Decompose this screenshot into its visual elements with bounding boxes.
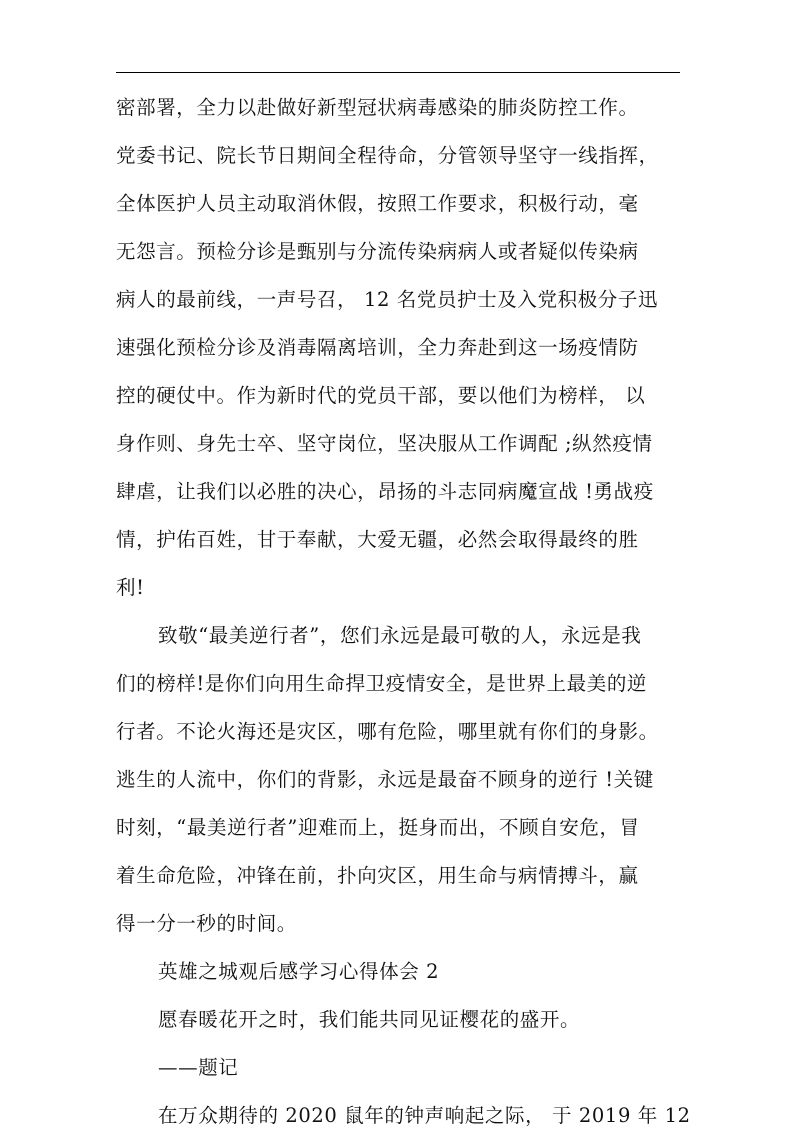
paragraph-line-17: 着生命危险，冲锋在前，扑向灾区，用生命与病情搏斗，赢 — [116, 864, 639, 887]
paragraph-line-5: 病人的最前线，一声号召， 12 名党员护士及入党积极分子迅 — [116, 288, 659, 311]
paragraph-line-8: 身作则、身先士卒、坚守岗位，坚决服从工作调配 ;纵然疫情 — [116, 432, 653, 455]
paragraph-line-4: 无怨言。预检分诊是甄别与分流传染病病人或者疑似传染病 — [116, 240, 639, 263]
paragraph-line-2: 党委书记、院长节日期间全程待命，分管领导坚守一线指挥， — [116, 144, 659, 167]
paragraph-line-12: 致敬“最美逆行者”，您们永远是最可敬的人，永远是我 — [158, 624, 642, 647]
paragraph-line-6: 速强化预检分诊及消毒隔离培训，全力奔赴到这一场疫情防 — [116, 336, 639, 359]
paragraph-line-18: 得一分一秒的时间。 — [116, 912, 297, 935]
paragraph-line-7: 控的硬仗中。作为新时代的党员干部，要以他们为榜样， 以 — [116, 384, 646, 407]
paragraph-line-13: 们的榜样!是你们向用生命捍卫疫情安全，是世界上最美的逆 — [116, 672, 648, 695]
paragraph-line-14: 行者。不论火海还是灾区，哪有危险，哪里就有你们的身影。 — [116, 720, 659, 743]
paragraph-line-1: 密部署，全力以赴做好新型冠状病毒感染的肺炎防控工作。 — [116, 96, 639, 119]
section-title: 英雄之城观后感学习心得体会 2 — [158, 960, 440, 983]
paragraph-line-9: 肆虐，让我们以必胜的决心，昂扬的斗志同病魔宣战 !勇战疫 — [116, 480, 654, 503]
epigraph-attribution: ——题记 — [158, 1056, 239, 1079]
header-rule — [116, 72, 680, 73]
paragraph-line-10: 情，护佑百姓，甘于奉献，大爱无疆，必然会取得最终的胜 — [116, 528, 639, 551]
paragraph-line-22: 在万众期待的 2020 鼠年的钟声响起之际， 于 2019 年 12 — [158, 1104, 691, 1127]
paragraph-line-11: 利! — [116, 576, 145, 599]
paragraph-line-15: 逃生的人流中，你们的背影，永远是最奋不顾身的逆行 !关键 — [116, 768, 654, 791]
paragraph-line-3: 全体医护人员主动取消休假，按照工作要求，积极行动，毫 — [116, 192, 639, 215]
paragraph-line-16: 时刻，“最美逆行者”迎难而上，挺身而出，不顾自安危，冒 — [116, 816, 640, 839]
epigraph: 愿春暖花开之时，我们能共同见证樱花的盛开。 — [158, 1008, 581, 1031]
